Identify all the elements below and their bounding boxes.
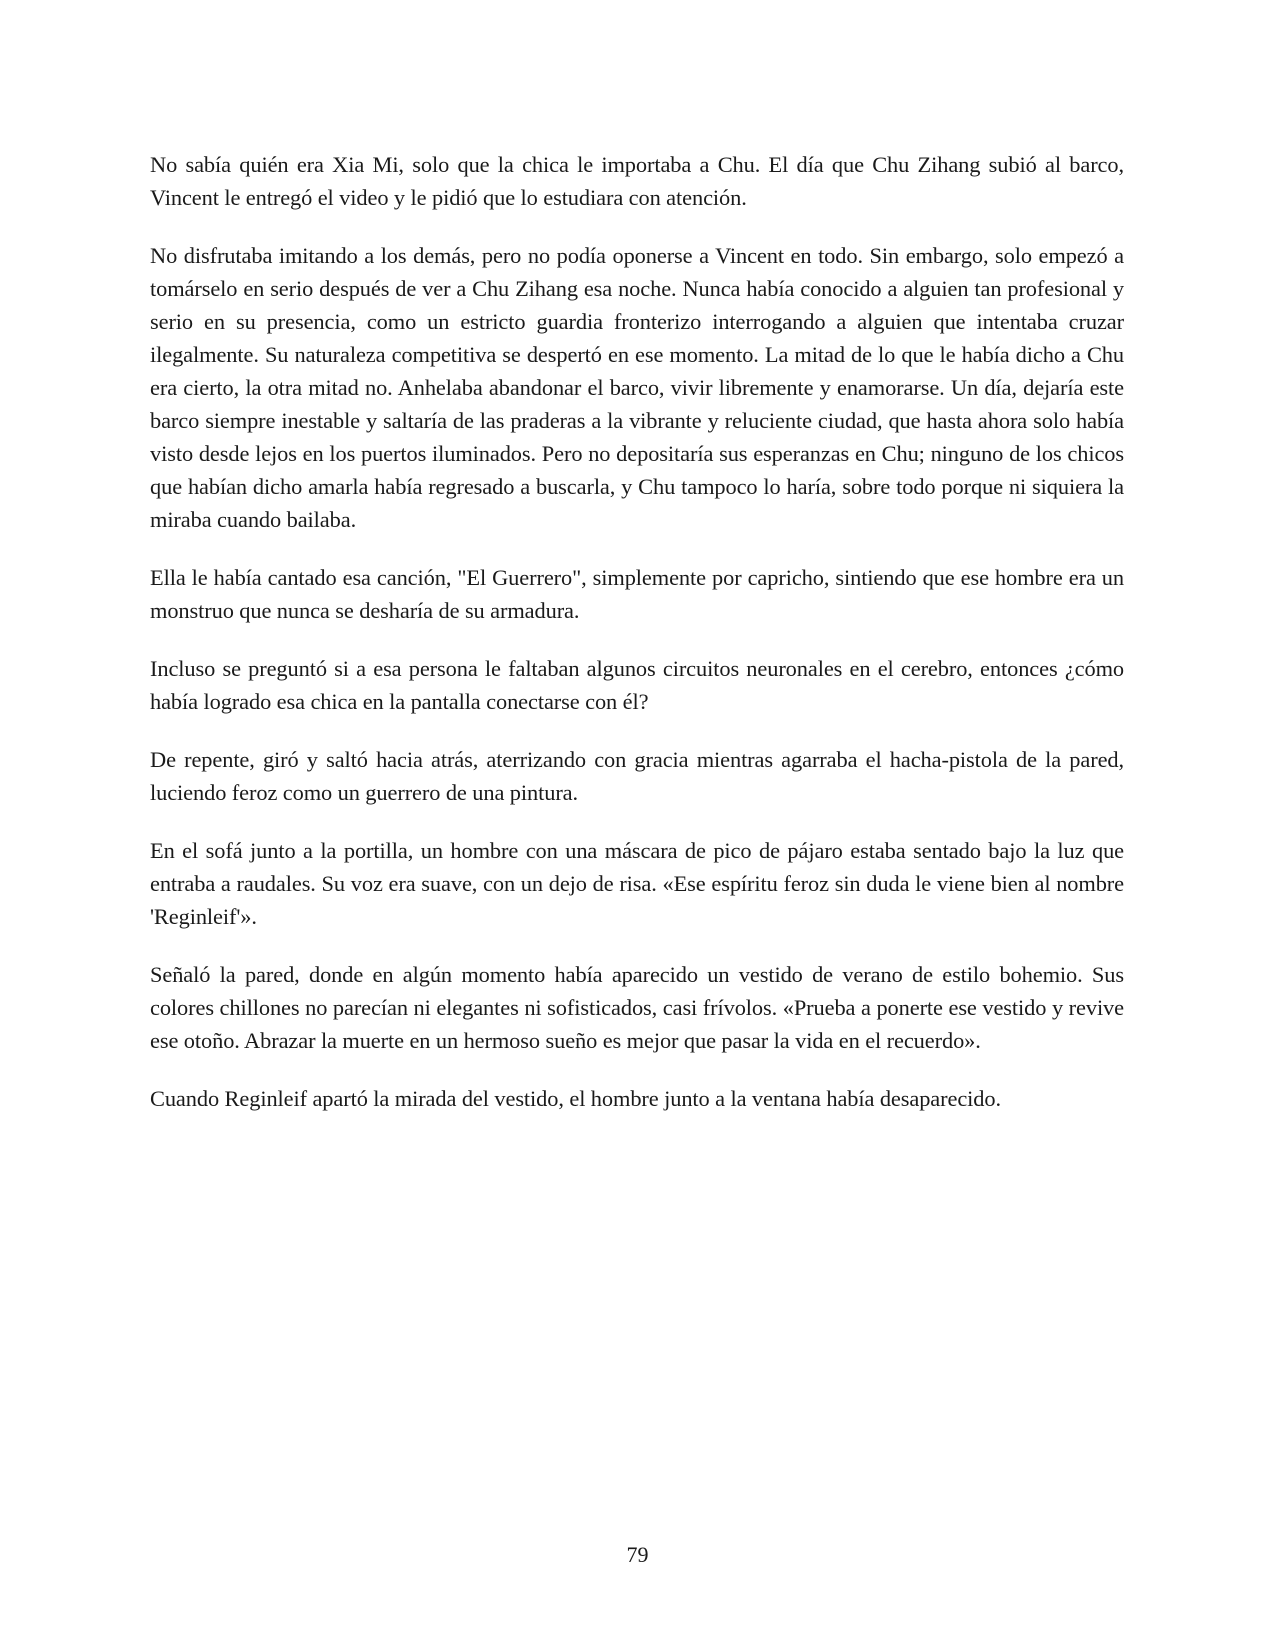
page-number: 79: [626, 1542, 649, 1567]
paragraph-3: Ella le había cantado esa canción, "El Guerrero", simplemente por capricho, sintiendo que ese hombre era un monstruo que nunca se desharía de su armadura.: [150, 565, 1124, 623]
paragraph-6: En el sofá junto a la portilla, un hombre con una máscara de pico de pájaro estaba sentado bajo la luz que entraba a raudales. Su voz era suave, con un dejo de risa. «Ese espíritu feroz sin duda le viene bien al nombre 'Reginleif'».: [150, 838, 1124, 929]
paragraph-8: Cuando Reginleif apartó la mirada del vestido, el hombre junto a la ventana había desaparecido.: [150, 1086, 1001, 1111]
paragraph-5: De repente, giró y saltó hacia atrás, aterrizando con gracia mientras agarraba el hacha-pistola de la pared, luciendo feroz como un guerrero de una pintura.: [150, 747, 1124, 805]
paragraph-2: No disfrutaba imitando a los demás, pero no podía oponerse a Vincent en todo. Sin embargo, solo empezó a tomárselo en serio después de ver a Chu Zihang esa noche. Nunca había conocido a alguien tan profesional y serio en su presencia, como un estricto guardia fronterizo interrogando a alguien que intentaba cruzar ilegalmente. Su naturaleza competitiva se despertó en ese momento. La mitad de lo que le había dicho a Chu era cierto, la otra mitad no. Anhelaba abandonar el barco, vivir libremente y enamorarse. Un día, dejaría este barco siempre inestable y saltaría de las praderas a la vibrante y reluciente ciudad, que hasta ahora solo había visto desde lejos en los puertos iluminados. Pero no depositaría sus esperanzas en Chu; ninguno de los chicos que habían dicho amarla había regresado a buscarla, y Chu tampoco lo haría, sobre todo porque ni siquiera la miraba cuando bailaba.: [150, 243, 1124, 532]
page-body: [150, 148, 1124, 1140]
paragraph-1: No sabía quién era Xia Mi, solo que la chica le importaba a Chu. El día que Chu Zihang subió al barco, Vincent le entregó el video y le pidió que lo estudiara con atención.: [150, 152, 1124, 210]
paragraph-4: Incluso se preguntó si a esa persona le faltaban algunos circuitos neuronales en el cerebro, entonces ¿cómo había logrado esa chica en la pantalla conectarse con él?: [150, 656, 1124, 714]
paragraph-7: Señaló la pared, donde en algún momento había aparecido un vestido de verano de estilo bohemio. Sus colores chillones no parecían ni elegantes ni sofisticados, casi frívolos. «Prueba a ponerte ese vestido y revive ese otoño. Abrazar la muerte en un hermoso sueño es mejor que pasar la vida en el recuerdo».: [150, 962, 1124, 1053]
